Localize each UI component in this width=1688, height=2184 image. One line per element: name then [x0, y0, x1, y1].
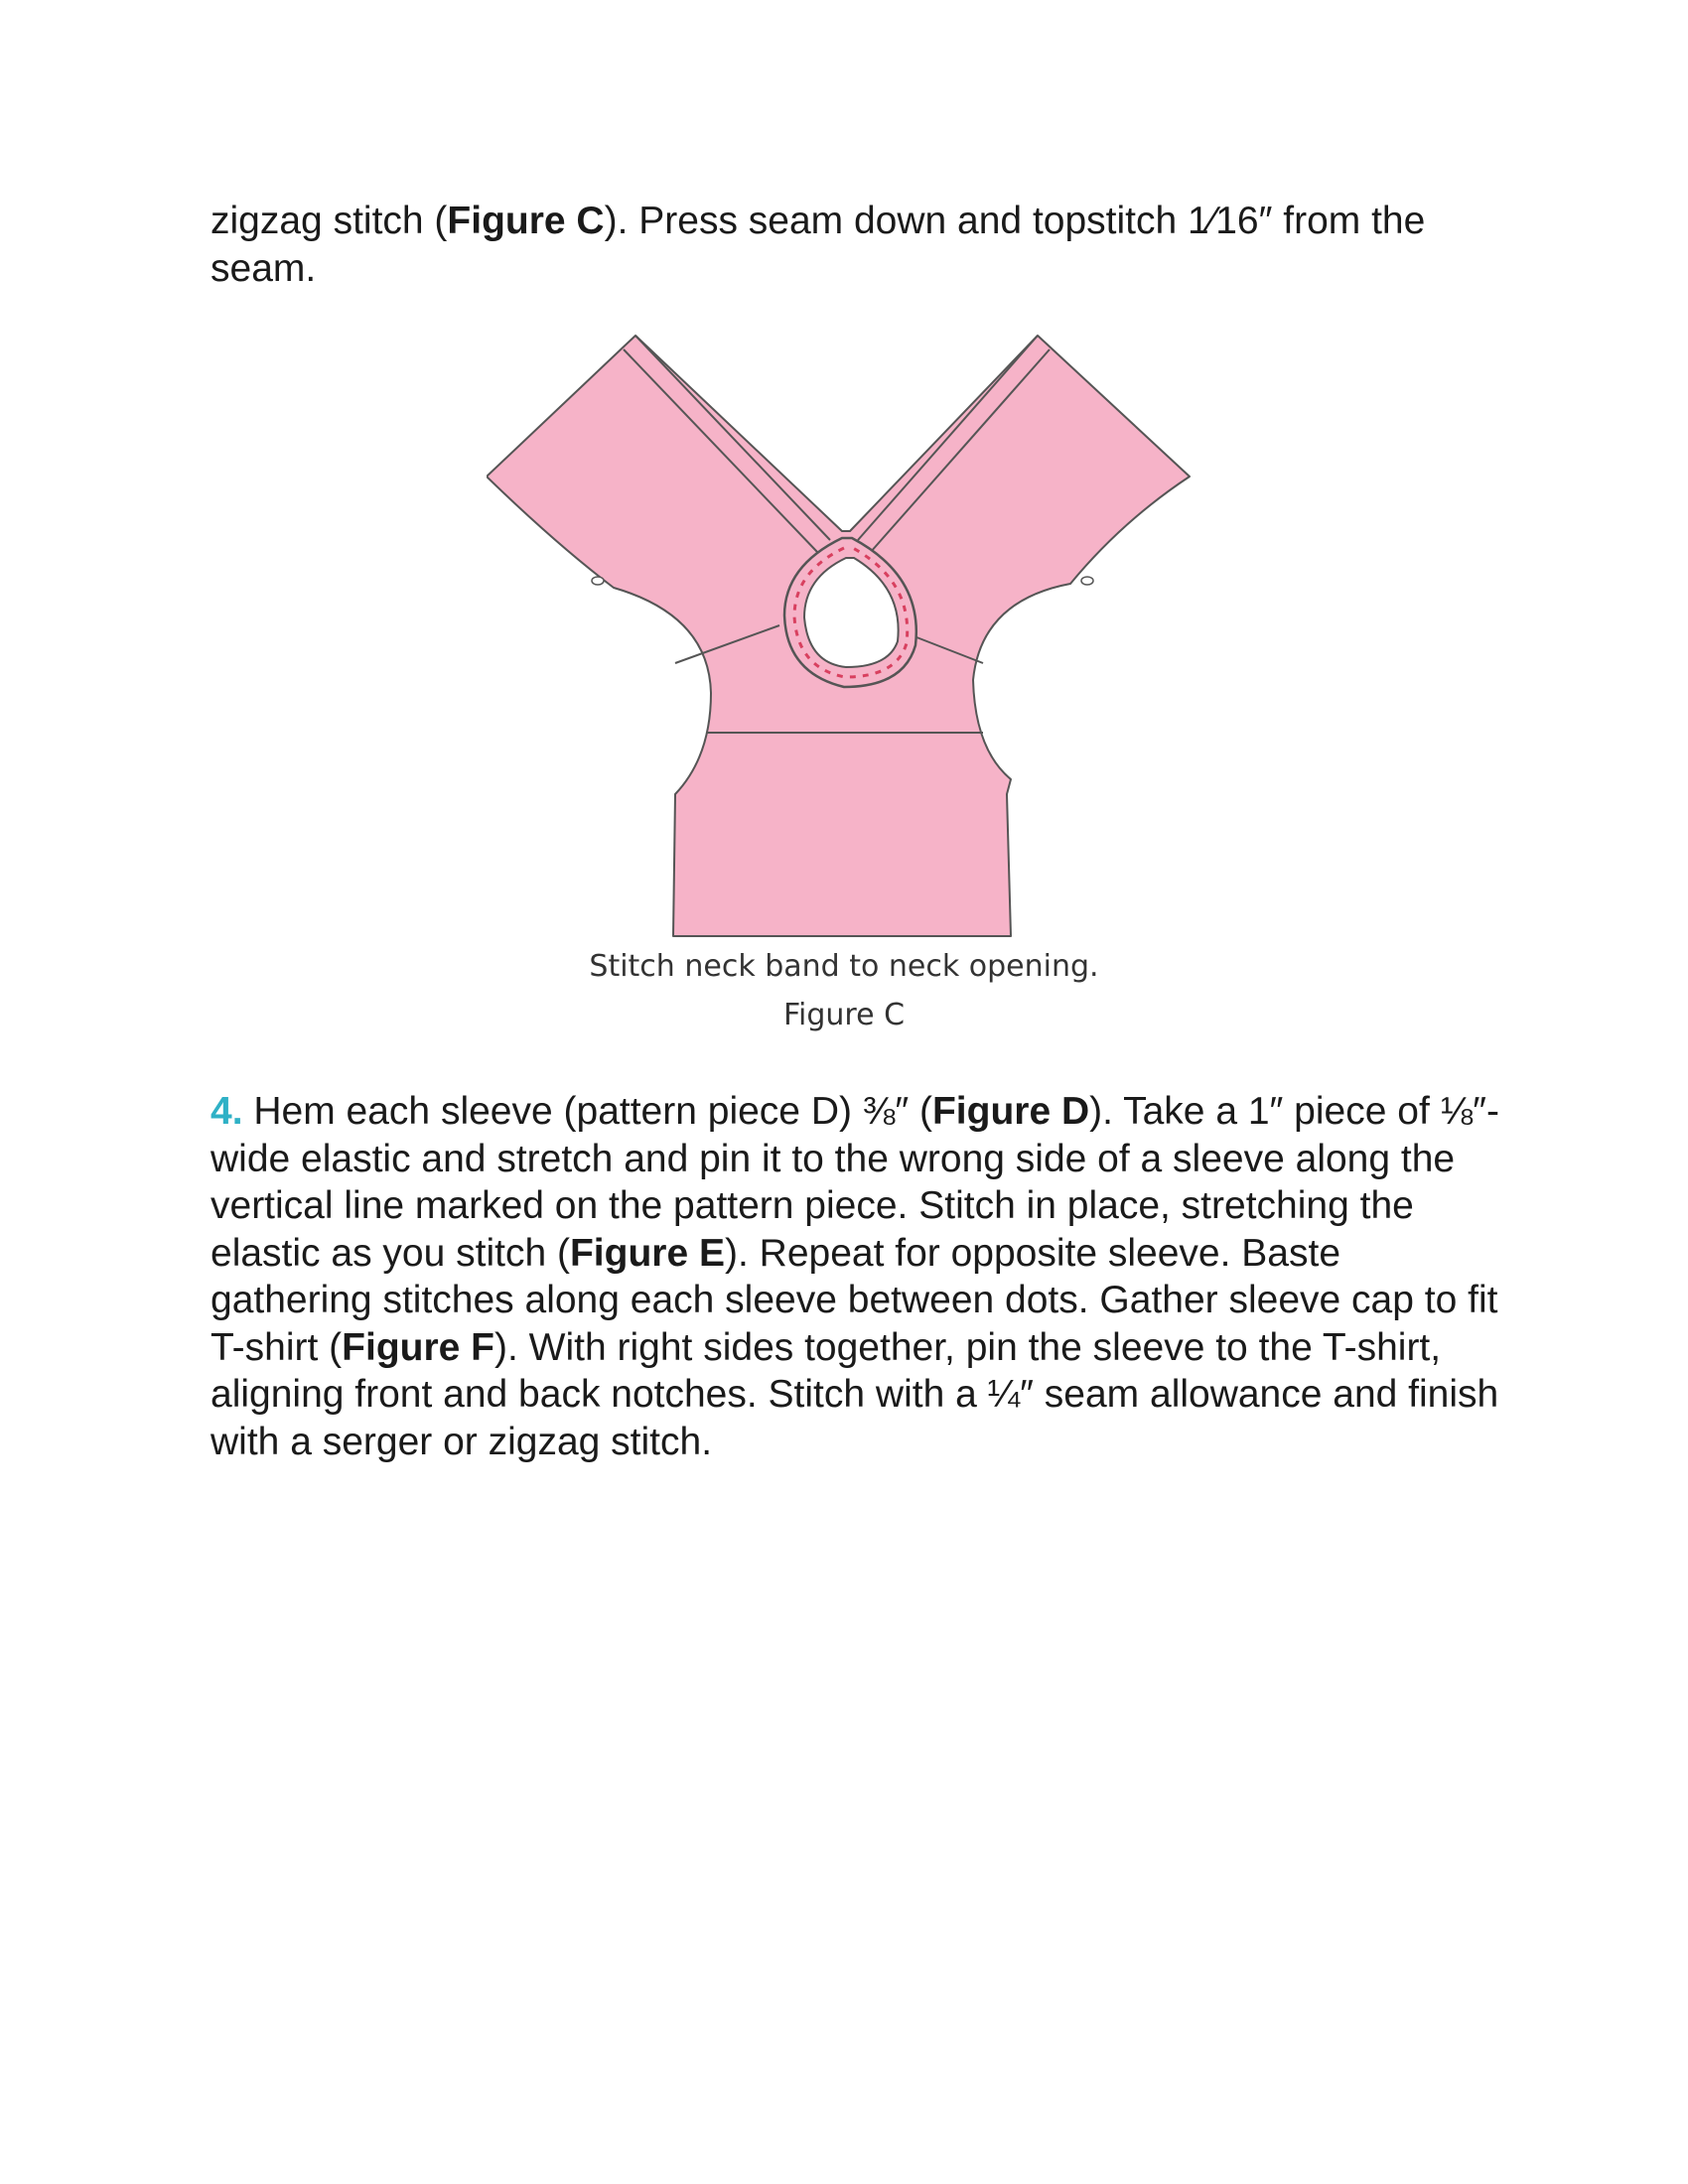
t-shirt-illustration	[487, 328, 1201, 943]
step-number: 4.	[211, 1090, 243, 1133]
paragraph-text: from the seam.	[211, 200, 1426, 290]
paragraph-text: ). Take a 1″ piece of ⅛″-wide elastic and stretch and pin it to the wrong side of a sleeve along the vertical line marked on the pattern piece. Stitch in place, stretching the elastic as you stitch (	[211, 1090, 1499, 1275]
figure-reference: Figure C	[447, 200, 605, 242]
figure-reference: Figure F	[342, 1325, 495, 1369]
paragraph-text: ). Repeat for opposite sleeve. Baste gathering stitches along each sleeve between dots. Gather sleeve cap to fit T-shirt (	[211, 1231, 1498, 1369]
t-shirt-body	[487, 336, 1190, 936]
paragraph-text: zigzag stitch (	[211, 200, 448, 242]
step-paragraph	[211, 1088, 1501, 1465]
figure-reference: Figure D	[931, 1090, 1090, 1133]
figure-label: Figure C	[782, 998, 906, 1032]
paragraph-continuation	[211, 198, 1501, 292]
paragraph-text: ). Press seam down and topstitch	[604, 200, 1189, 242]
paragraph-text: ). With right sides together, pin the sleeve to the T-shirt, aligning front and back notches. Stitch with a ¼″ seam allowance and finish with a serger or zigzag stitch.	[211, 1325, 1499, 1463]
figure-caption: Stitch neck band to neck opening.	[589, 949, 1099, 984]
paragraph-text: Hem each sleeve (pattern piece D) ⅜″ (	[242, 1090, 932, 1133]
figure-reference: Figure E	[569, 1231, 725, 1275]
fraction-measurement: 1⁄16″	[1188, 200, 1273, 242]
